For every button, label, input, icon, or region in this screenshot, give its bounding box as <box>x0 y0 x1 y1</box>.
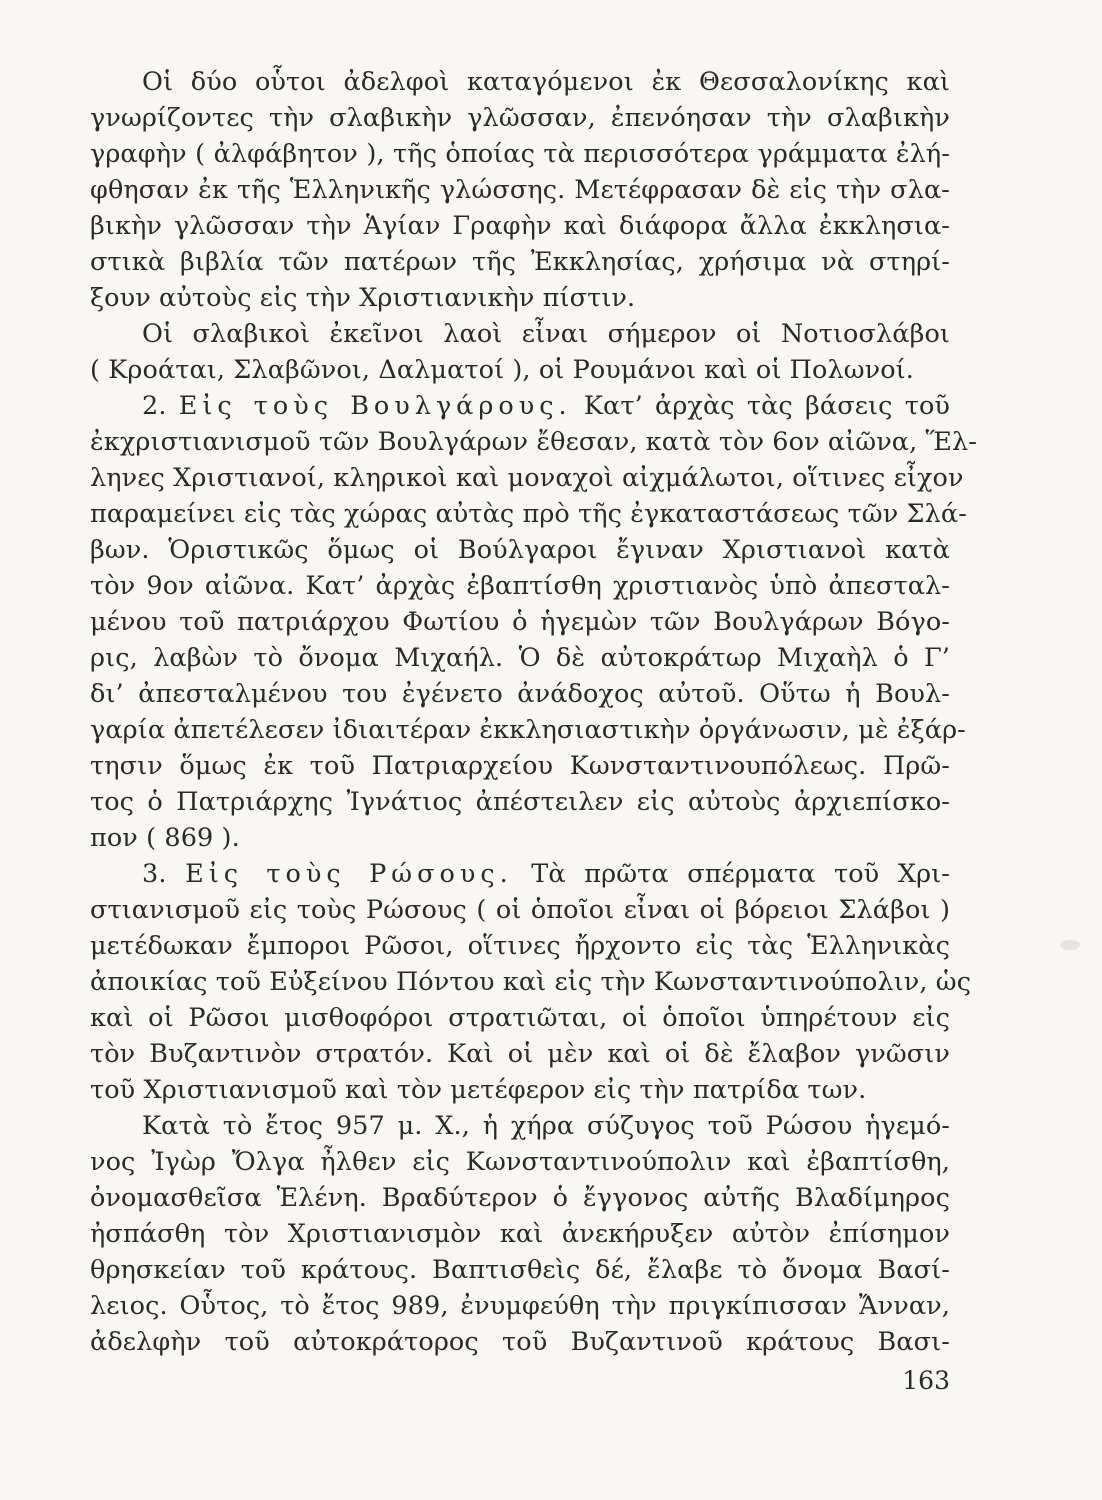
text-line: γραφὴν ( ἀλφάβητον ), τῆς ὁποίας τὰ περισσότερα γράμματα ἐλή- <box>90 139 950 169</box>
text-line: ἠσπάσθη τὸν Χριστιανισμὸν καὶ ἀνεκήρυξεν αὐτὸν ἐπίσημον <box>90 1219 950 1249</box>
text-line: στικὰ βιβλία τῶν πατέρων τῆς Ἐκκλησίας, χρήσιμα νὰ στηρί- <box>90 247 950 277</box>
text-line: θρησκείαν τοῦ κράτους. Βαπτισθεὶς δέ, ἔλαβε τὸ ὄνομα Βασί- <box>90 1255 950 1285</box>
text-line: μετέδωκαν ἔμποροι Ρῶσοι, οἵτινες ἤρχοντο εἰς τὰς Ἑλληνικὰς <box>90 931 950 961</box>
text-line: ρις, λαβὼν τὸ ὄνομα Μιχαήλ. Ὁ δὲ αὐτοκράτωρ Μιχαὴλ ὁ Γ’ <box>90 643 950 673</box>
text-line: στιανισμοῦ εἰς τοὺς Ρώσους ( οἱ ὁποῖοι εἶναι οἱ βόρειοι Σλάβοι ) <box>90 895 950 925</box>
text-line: γνωρίζοντες τὴν σλαβικὴν γλῶσσαν, ἐπενόησαν τὴν σλαβικὴν <box>90 103 950 133</box>
text-line: γαρία ἀπετέλεσεν ἰδιαιτέραν ἐκκλησιαστικὴν ὀργάνωσιν, μὲ ἐξάρ- <box>90 715 966 745</box>
text-line: ληνες Χριστιανοί, κληρικοὶ καὶ μοναχοὶ αἰχμάλωτοι, οἵτινες εἶχον <box>90 463 964 493</box>
section-heading: Εἰς τοὺς Βουλγάρους. <box>178 391 572 421</box>
text-line: Οἱ σλαβικοὶ ἐκεῖνοι λαοὶ εἶναι σήμερον οἱ Νοτιοσλάβοι <box>142 319 950 349</box>
text-line: λειος. Οὗτος, τὸ ἔτος 989, ἐνυμφεύθη τὴν πριγκίπισσαν Ἄνναν, <box>90 1291 950 1321</box>
section-heading-line <box>90 856 950 892</box>
text-line: βων. Ὁριστικῶς ὅμως οἱ Βούλγαροι ἔγιναν Χριστιανοὶ κατὰ <box>90 535 950 565</box>
text-line: μένου τοῦ πατριάρχου Φωτίου ὁ ἡγεμὼν τῶν Βουλγάρων Βόγο- <box>90 607 950 637</box>
text-line: ( Κροάται, Σλαβῶνοι, Δαλματοί ), οἱ Ρουμάνοι καὶ οἱ Πολωνοί. <box>90 355 914 385</box>
text-line: νος Ἰγὼρ Ὄλγα ἦλθεν εἰς Κωνσταντινούπολιν καὶ ἐβαπτίσθη, <box>90 1147 950 1177</box>
text-line: τος ὁ Πατριάρχης Ἰγνάτιος ἀπέστειλεν εἰς αὐτοὺς ἀρχιεπίσκο- <box>90 787 950 817</box>
text-line: ὀνομασθεῖσα Ἑλένη. Βραδύτερον ὁ ἔγγονος αὐτῆς Βλαδίμηρος <box>90 1183 950 1213</box>
paper-mark <box>1060 940 1080 950</box>
text-line: ἀποικίας τοῦ Εὐξείνου Πόντου καὶ εἰς τὴν Κωνσταντινούπολιν, ὡς <box>90 967 972 997</box>
section-first-line: Κατ’ ἀρχὰς τὰς βάσεις τοῦ <box>583 391 951 421</box>
section-number: 2. <box>142 391 167 421</box>
text-line: παραμείνει εἰς τὰς χώρας αὐτὰς πρὸ τῆς ἐγκαταστάσεως τῶν Σλά- <box>90 499 967 529</box>
text-line: Οἱ δύο οὗτοι ἀδελφοὶ καταγόμενοι ἐκ Θεσσαλονίκης καὶ <box>142 67 950 97</box>
section-first-line: Τὰ πρῶτα σπέρματα τοῦ Χρι- <box>531 859 950 889</box>
text-line: τησιν ὅμως ἐκ τοῦ Πατριαρχείου Κωνσταντινουπόλεως. Πρῶ- <box>90 751 950 781</box>
section-number: 3. <box>142 859 167 889</box>
text-line: ξουν αὐτοὺς εἰς τὴν Χριστιανικὴν πίστιν. <box>90 283 636 313</box>
text-line: τὸν Βυζαντινὸν στρατόν. Καὶ οἱ μὲν καὶ οἱ δὲ ἔλαβον γνῶσιν <box>90 1039 950 1069</box>
section-heading-line <box>90 388 950 424</box>
text-line: δι’ ἀπεσταλμένου του ἐγένετο ἀνάδοχος αὐτοῦ. Οὕτω ἡ Βουλ- <box>90 679 950 709</box>
text-line: ἐκχριστιανισμοῦ τῶν Βουλγάρων ἔθεσαν, κατὰ τὸν 6ον αἰῶνα, Ἕλ- <box>90 427 977 457</box>
page-number: 163 <box>902 1366 950 1395</box>
text-line: φθησαν ἐκ τῆς Ἑλληνικῆς γλώσσης. Μετέφρασαν δὲ εἰς τὴν σλα- <box>90 175 950 205</box>
body-text <box>90 64 977 1360</box>
section-heading: Εἰς τοὺς Ρώσους. <box>185 859 513 889</box>
text-line: καὶ οἱ Ρῶσοι μισθοφόροι στρατιῶται, οἱ ὁποῖοι ὑπηρέτουν εἰς <box>90 1003 950 1033</box>
text-line: τοῦ Χριστιανισμοῦ καὶ τὸν μετέφερον εἰς τὴν πατρίδα των. <box>90 1075 867 1105</box>
text-line: πον ( 869 ). <box>90 823 240 853</box>
text-line: ἀδελφὴν τοῦ αὐτοκράτορος τοῦ Βυζαντινοῦ κράτους Βασι- <box>90 1327 950 1357</box>
text-line: βικὴν γλῶσσαν τὴν Ἁγίαν Γραφὴν καὶ διάφορα ἄλλα ἐκκλησια- <box>90 211 950 241</box>
text-line: Κατὰ τὸ ἔτος 957 μ. Χ., ἡ χήρα σύζυγος τοῦ Ρώσου ἡγεμό- <box>142 1111 950 1141</box>
text-line: τὸν 9ον αἰῶνα. Κατ’ ἀρχὰς ἐβαπτίσθη χριστιανὸς ὑπὸ ἀπεσταλ- <box>90 571 950 601</box>
